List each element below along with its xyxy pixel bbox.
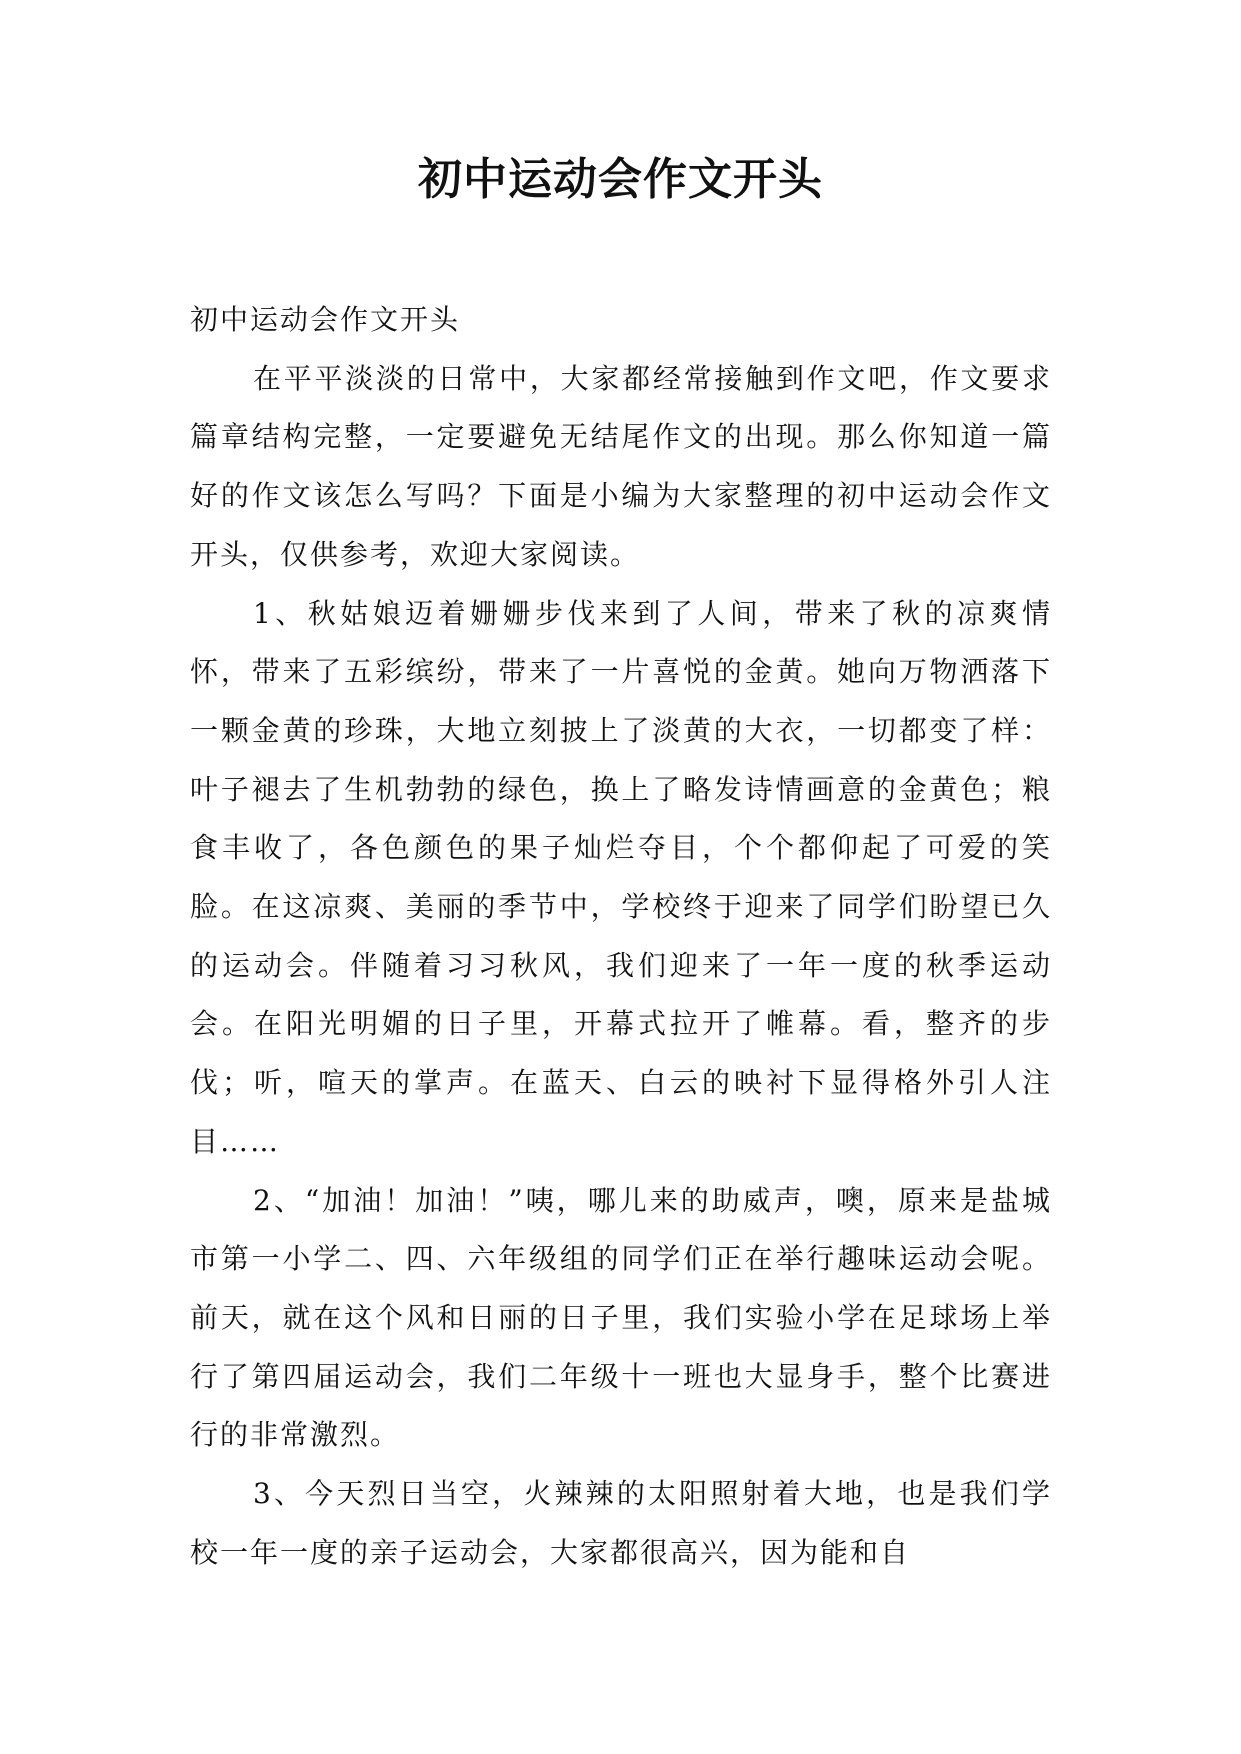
intro-paragraph: 在平平淡淡的日常中，大家都经常接触到作文吧，作文要求篇章结构完整，一定要避免无结尾作文的出现。那么你知道一篇好的作文该怎么写吗？下面是小编为大家整理的初中运动会作文开头，仅供参考，欢迎大家阅读。 xyxy=(190,361,1052,571)
document-title: 初中运动会作文开头 xyxy=(418,154,823,205)
essay-opening-3: 3、今天烈日当空，火辣辣的太阳照射着大地，也是我们学校一年一度的亲子运动会，大家都很高兴，因为能和自 xyxy=(190,1477,1052,1569)
document-subheading: 初中运动会作文开头 xyxy=(190,303,461,336)
essay-opening-1: 1、秋姑娘迈着姗姗步伐来到了人间，带来了秋的凉爽情怀，带来了五彩缤纷，带来了一片喜悦的金黄。她向万物洒落下一颗金黄的珍珠，大地立刻披上了淡黄的大衣，一切都变了样：叶子褪去了生机勃勃的绿色，换上了略发诗情画意的金黄色；粮食丰收了，各色颜色的果子灿烂夺目，个个都仰起了可爱的笑脸。在这凉爽、美丽的季节中，学校终于迎来了同学们盼望已久的运动会。伴随着习习秋风，我们迎来了一年一度的秋季运动会。在阳光明媚的日子里，开幕式拉开了帷幕。看，整齐的步伐；听，喧天的掌声。在蓝天、白云的映衬下显得格外引人注目…… xyxy=(190,596,1052,1158)
essay-opening-2: 2、“加油！加油！”咦，哪儿来的助威声，噢，原来是盐城市第一小学二、四、六年级组的同学们正在举行趣味运动会呢。前天，就在这个风和日丽的日子里，我们实验小学在足球场上举行了第四届运动会，我们二年级十一班也大显身手，整个比赛进行的非常激烈。 xyxy=(190,1183,1052,1452)
document-body xyxy=(190,291,1052,1582)
